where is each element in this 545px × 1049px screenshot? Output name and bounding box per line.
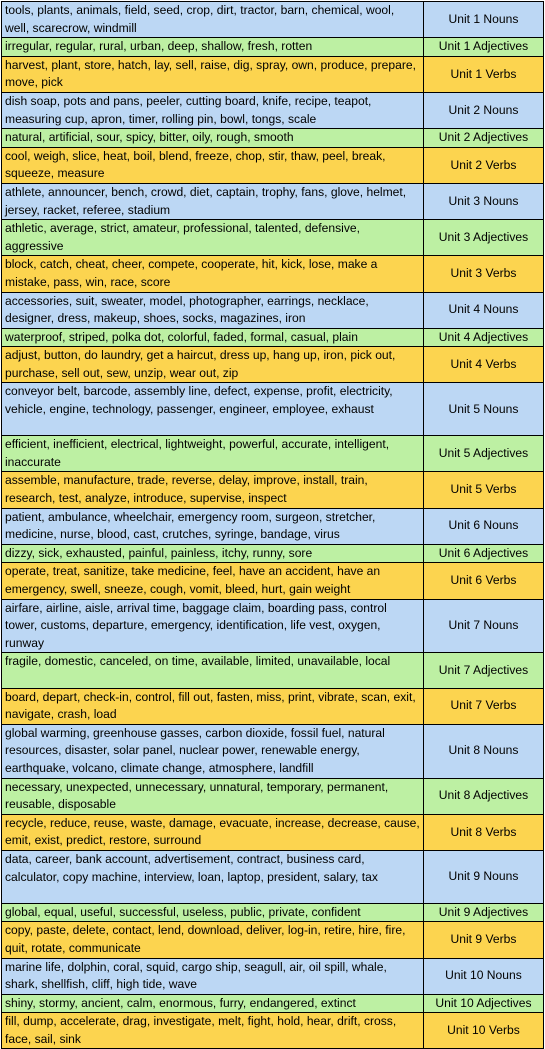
unit-category-label: Unit 4 Nouns	[423, 292, 543, 328]
vocab-row-unit-6-verbs	[2, 563, 544, 599]
word-list: adjust, button, do laundry, get a haircut, dress up, hang up, iron, pick out, purchase, sell out, sew, unzip, wear out, zip	[2, 347, 424, 383]
vocab-row-unit-7-verbs	[2, 688, 544, 724]
unit-category-label: Unit 7 Verbs	[423, 688, 543, 724]
unit-category-label: Unit 10 Adjectives	[423, 994, 543, 1013]
unit-category-label: Unit 5 Nouns	[423, 383, 543, 436]
unit-category-label: Unit 4 Verbs	[423, 347, 543, 383]
unit-category-label: Unit 8 Verbs	[423, 814, 543, 850]
word-list: conveyor belt, barcode, assembly line, defect, expense, profit, electricity, vehicle, engine, technology, passenger, engineer, employee, exhaust	[2, 383, 424, 436]
vocab-row-unit-4-nouns	[2, 292, 544, 328]
unit-category-label: Unit 9 Verbs	[423, 922, 543, 958]
vocab-row-unit-4-verbs	[2, 347, 544, 383]
word-list: marine life, dolphin, coral, squid, cargo ship, seagull, air, oil spill, whale, shark, shellfish, cliff, high tide, wave	[2, 958, 424, 994]
unit-category-label: Unit 10 Nouns	[423, 958, 543, 994]
unit-category-label: Unit 1 Adjectives	[423, 38, 543, 57]
unit-category-label: Unit 1 Nouns	[423, 2, 543, 38]
word-list: harvest, plant, store, hatch, lay, sell, raise, dig, spray, own, produce, prepare, move, pick	[2, 56, 424, 92]
vocab-row-unit-6-adjectives	[2, 544, 544, 563]
word-list: copy, paste, delete, contact, lend, download, deliver, log-in, retire, hire, fire, quit, rotate, communicate	[2, 922, 424, 958]
vocab-row-unit-7-nouns	[2, 599, 544, 653]
word-list: irregular, regular, rural, urban, deep, shallow, fresh, rotten	[2, 38, 424, 57]
unit-category-label: Unit 7 Nouns	[423, 599, 543, 653]
unit-category-label: Unit 3 Verbs	[423, 256, 543, 292]
word-list: global, equal, useful, successful, useless, public, private, confident	[2, 903, 424, 922]
unit-category-label: Unit 3 Adjectives	[423, 220, 543, 256]
unit-category-label: Unit 8 Nouns	[423, 724, 543, 778]
vocab-row-unit-4-adjectives	[2, 328, 544, 347]
vocab-row-unit-1-nouns	[2, 2, 544, 38]
vocab-row-unit-9-nouns	[2, 850, 544, 903]
vocab-row-unit-1-verbs	[2, 56, 544, 92]
unit-category-label: Unit 2 Verbs	[423, 147, 543, 183]
vocab-row-unit-8-adjectives	[2, 778, 544, 814]
vocab-row-unit-2-adjectives	[2, 129, 544, 148]
word-list: data, career, bank account, advertisement, contract, business card, calculator, copy machine, interview, loan, laptop, president, salary, tax	[2, 850, 424, 903]
unit-category-label: Unit 8 Adjectives	[423, 778, 543, 814]
vocab-row-unit-10-adjectives	[2, 994, 544, 1013]
vocab-row-unit-2-nouns	[2, 92, 544, 128]
word-list: athlete, announcer, bench, crowd, diet, captain, trophy, fans, glove, helmet, jersey, racket, referee, stadium	[2, 183, 424, 219]
vocab-row-unit-8-verbs	[2, 814, 544, 850]
unit-category-label: Unit 7 Adjectives	[423, 653, 543, 688]
word-list: airfare, airline, aisle, arrival time, baggage claim, boarding pass, control tower, customs, departure, emergency, identification, life vest, oxygen, runway	[2, 599, 424, 653]
word-list: dish soap, pots and pans, peeler, cutting board, knife, recipe, teapot, measuring cup, apron, timer, rolling pin, bowl, tongs, scale	[2, 92, 424, 128]
word-list: cool, weigh, slice, heat, boil, blend, freeze, chop, stir, thaw, peel, break, squeeze, measure	[2, 147, 424, 183]
unit-category-label: Unit 10 Verbs	[423, 1013, 543, 1049]
vocab-row-unit-3-nouns	[2, 183, 544, 219]
vocab-row-unit-10-verbs	[2, 1013, 544, 1049]
word-list: block, catch, cheat, cheer, compete, cooperate, hit, kick, lose, make a mistake, pass, win, race, score	[2, 256, 424, 292]
word-list: patient, ambulance, wheelchair, emergency room, surgeon, stretcher, medicine, nurse, blood, cast, crutches, syringe, bandage, virus	[2, 508, 424, 544]
unit-category-label: Unit 5 Adjectives	[423, 436, 543, 472]
word-list: board, depart, check-in, control, fill out, fasten, miss, print, vibrate, scan, exit, navigate, crash, load	[2, 688, 424, 724]
word-list: waterproof, striped, polka dot, colorful, faded, formal, casual, plain	[2, 328, 424, 347]
word-list: accessories, suit, sweater, model, photographer, earrings, necklace, designer, dress, makeup, shoes, socks, magazines, iron	[2, 292, 424, 328]
unit-category-label: Unit 2 Nouns	[423, 92, 543, 128]
word-list: global warming, greenhouse gasses, carbon dioxide, fossil fuel, natural resources, disaster, solar panel, nuclear power, renewable energy, earthquake, volcano, climate change, atmosphere, landfill	[2, 724, 424, 778]
vocab-row-unit-9-verbs	[2, 922, 544, 958]
word-list: operate, treat, sanitize, take medicine, feel, have an accident, have an emergency, swell, sneeze, cough, vomit, bleed, hurt, gain weight	[2, 563, 424, 599]
word-list: fragile, domestic, canceled, on time, available, limited, unavailable, local	[2, 653, 424, 688]
word-list: athletic, average, strict, amateur, professional, talented, defensive, aggressive	[2, 220, 424, 256]
unit-category-label: Unit 1 Verbs	[423, 56, 543, 92]
vocab-row-unit-2-verbs	[2, 147, 544, 183]
vocab-row-unit-7-adjectives	[2, 653, 544, 688]
unit-category-label: Unit 6 Adjectives	[423, 544, 543, 563]
unit-category-label: Unit 3 Nouns	[423, 183, 543, 219]
vocab-row-unit-3-adjectives	[2, 220, 544, 256]
unit-category-label: Unit 2 Adjectives	[423, 129, 543, 148]
vocab-row-unit-5-adjectives	[2, 436, 544, 472]
unit-category-label: Unit 4 Adjectives	[423, 328, 543, 347]
vocab-row-unit-9-adjectives	[2, 903, 544, 922]
vocab-row-unit-5-verbs	[2, 472, 544, 508]
vocabulary-table-body	[2, 2, 544, 1049]
unit-category-label: Unit 9 Adjectives	[423, 903, 543, 922]
vocabulary-table	[1, 1, 544, 1049]
vocab-row-unit-3-verbs	[2, 256, 544, 292]
vocab-row-unit-8-nouns	[2, 724, 544, 778]
word-list: efficient, inefficient, electrical, lightweight, powerful, accurate, intelligent, inaccurate	[2, 436, 424, 472]
unit-category-label: Unit 9 Nouns	[423, 850, 543, 903]
word-list: dizzy, sick, exhausted, painful, painless, itchy, runny, sore	[2, 544, 424, 563]
vocab-row-unit-1-adjectives	[2, 38, 544, 57]
word-list: natural, artificial, sour, spicy, bitter, oily, rough, smooth	[2, 129, 424, 148]
word-list: recycle, reduce, reuse, waste, damage, evacuate, increase, decrease, cause, emit, exist, predict, restore, surround	[2, 814, 424, 850]
word-list: shiny, stormy, ancient, calm, enormous, furry, endangered, extinct	[2, 994, 424, 1013]
unit-category-label: Unit 6 Nouns	[423, 508, 543, 544]
word-list: necessary, unexpected, unnecessary, unnatural, temporary, permanent, reusable, disposable	[2, 778, 424, 814]
vocab-row-unit-5-nouns	[2, 383, 544, 436]
word-list: tools, plants, animals, field, seed, crop, dirt, tractor, barn, chemical, wool, well, scarecrow, windmill	[2, 2, 424, 38]
vocab-row-unit-10-nouns	[2, 958, 544, 994]
unit-category-label: Unit 6 Verbs	[423, 563, 543, 599]
word-list: assemble, manufacture, trade, reverse, delay, improve, install, train, research, test, analyze, introduce, supervise, inspect	[2, 472, 424, 508]
word-list: fill, dump, accelerate, drag, investigate, melt, fight, hold, hear, drift, cross, face, sail, sink	[2, 1013, 424, 1049]
unit-category-label: Unit 5 Verbs	[423, 472, 543, 508]
vocab-row-unit-6-nouns	[2, 508, 544, 544]
